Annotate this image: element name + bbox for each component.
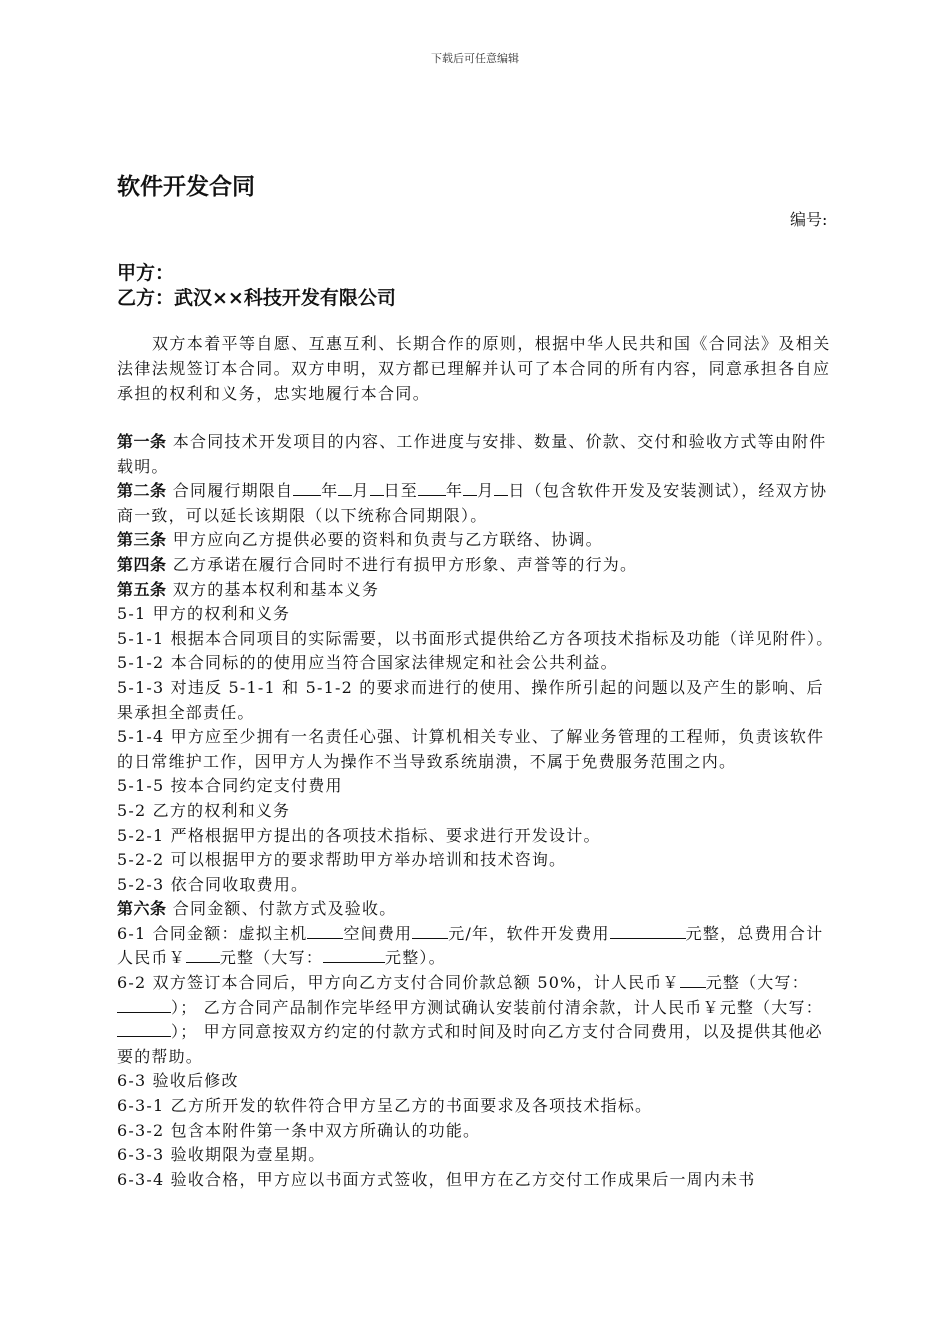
contract-number-label: 编号: (790, 210, 828, 229)
clause-6 (117, 897, 835, 922)
clause-text: 日至 (383, 481, 419, 501)
party-a-label: 甲方： (117, 262, 175, 284)
blank-field (610, 923, 686, 939)
clause-text: 6-1 合同金额：虚拟主机 (117, 923, 308, 943)
clause-5-1: 5-1 甲方的权利和义务 (117, 604, 291, 624)
clause-text: 甲方应向乙方提供必要的资料和负责与乙方联络、协调。 (166, 530, 603, 550)
clause-3 (117, 528, 835, 553)
clause-2 (117, 479, 835, 528)
clause-5-2-2: 5-2-2 可以根据甲方的要求帮助甲方举办培训和技术咨询。 (117, 850, 567, 870)
clause-heading: 第五条 (117, 579, 167, 599)
clause-text: 元整（大写： (705, 973, 809, 993)
clause-text: 日（包含软件开发及安装测试），经双方协商一致，可以延长该期限（以下统称合同期限）。 (117, 481, 828, 525)
clause-text: 月 (352, 481, 370, 501)
blank-field (293, 480, 321, 496)
clause-text: 元整（大写： (219, 948, 324, 968)
blank-field (418, 480, 446, 496)
blank-field (117, 997, 171, 1013)
clause-5-1-4: 5-1-4 甲方应至少拥有一名责任心强、计算机相关专业、了解业务管理的工程师，负责该软件的日常维护工作，因甲方人为操作不当导致系统崩溃，不属于免费服务范围之内。 (117, 727, 825, 771)
clause-6-3: 6-3 验收后修改 (117, 1071, 239, 1091)
clause-6-1 (117, 922, 835, 971)
blank-field (370, 480, 384, 496)
clause-5-1-2: 5-1-2 本合同标的的使用应当符合国家法律规定和社会公共利益。 (117, 653, 618, 673)
clause-text: ）； 乙方合同产品制作完毕经甲方测试确认安装前付清余款，计人民币￥ (171, 997, 720, 1017)
clause-text: 年 (321, 481, 339, 501)
clause-5-2-1: 5-2-1 严格根据甲方提出的各项技术指标、要求进行开发设计。 (117, 825, 601, 845)
blank-field (412, 923, 448, 939)
blank-field (117, 1021, 171, 1037)
clause-text: 合同履行期限自 (166, 481, 294, 501)
clause-text: 年 (446, 481, 464, 501)
clause-heading: 第一条 (117, 432, 167, 451)
clause-6-2 (117, 971, 835, 1069)
clause-4 (117, 553, 835, 578)
clause-heading: 第三条 (117, 530, 167, 550)
clause-text: ）； 甲方同意按双方约定的付款方式和时间及时向乙方支付合同费用，以及提供其他必要的帮助。 (117, 1022, 823, 1066)
clause-text: 月 (477, 481, 495, 501)
clause-text: 合同金额、付款方式及验收。 (166, 899, 397, 919)
intro-paragraph: 双方本着平等自愿、互惠互利、长期合作的原则，根据中华人民共和国《合同法》及相关法律法规签订本合同。双方申明，双方都已理解并认可了本合同的所有内容，同意承担各自应承担的权利和义务，忠实地履行本合同。 (117, 334, 831, 403)
clause-5 (117, 578, 835, 603)
blank-field (494, 480, 508, 496)
clause-text: 元整）。 (385, 948, 446, 968)
clause-5-1-1: 5-1-1 根据本合同项目的实际需要，以书面形式提供给乙方各项技术指标及功能（详见附件）。 (117, 628, 834, 648)
clause-text: 乙方承诺在履行合同时不进行有损甲方形象、声誉等的行为。 (166, 554, 638, 574)
clause-text: 空间费用 (343, 923, 413, 943)
clause-5-2-3: 5-2-3 依合同收取费用。 (117, 874, 309, 894)
clause-text: 6-2 双方签订本合同后，甲方向乙方支付合同价款总额 50%，计人民币￥ (117, 973, 680, 993)
clause-6-3-1: 6-3-1 乙方所开发的软件符合甲方呈乙方的书面要求及各项技术指标。 (117, 1096, 653, 1116)
clause-6-3-3: 6-3-3 验收期限为壹星期。 (117, 1145, 326, 1165)
clause-5-1-3: 5-1-3 对违反 5-1-1 和 5-1-2 的要求而进行的使用、操作所引起的问题以及产生的影响、后果承担全部责任。 (117, 677, 824, 722)
blank-field (463, 480, 477, 496)
blank-field (186, 947, 220, 963)
clause-5-2: 5-2 乙方的权利和义务 (117, 800, 291, 820)
blank-field (338, 480, 352, 496)
clause-heading: 第二条 (117, 481, 167, 501)
blank-field (680, 972, 706, 988)
blank-field (323, 947, 385, 963)
blank-field (307, 923, 343, 939)
clause-heading: 第六条 (117, 899, 167, 919)
contract-body (117, 430, 835, 1192)
clause-5-1-5: 5-1-5 按本合同约定支付费用 (117, 776, 343, 796)
clause-6-3-4: 6-3-4 验收合格，甲方应以书面方式签收，但甲方在乙方交付工作成果后一周内未书 (117, 1169, 756, 1189)
party-b-label: 乙方：武汉××科技开发有限公司 (117, 287, 396, 309)
clause-1 (117, 430, 835, 479)
document-title: 软件开发合同 (117, 174, 255, 200)
clause-text: 元整，总费用合计人民币￥ (117, 923, 824, 968)
clause-text: 本合同技术开发项目的内容、工作进度与安排、数量、价款、交付和验收方式等由附件载明。 (117, 432, 827, 476)
page-header-note: 下载后可任意编辑 (431, 52, 519, 65)
clause-text: 元/年，软件开发费用 (448, 923, 610, 943)
clause-heading: 第四条 (117, 554, 167, 574)
clause-text: 双方的基本权利和基本义务 (166, 579, 380, 599)
clause-text: 元整（大写： (719, 997, 823, 1017)
clause-6-3-2: 6-3-2 包含本附件第一条中双方所确认的功能。 (117, 1120, 481, 1140)
